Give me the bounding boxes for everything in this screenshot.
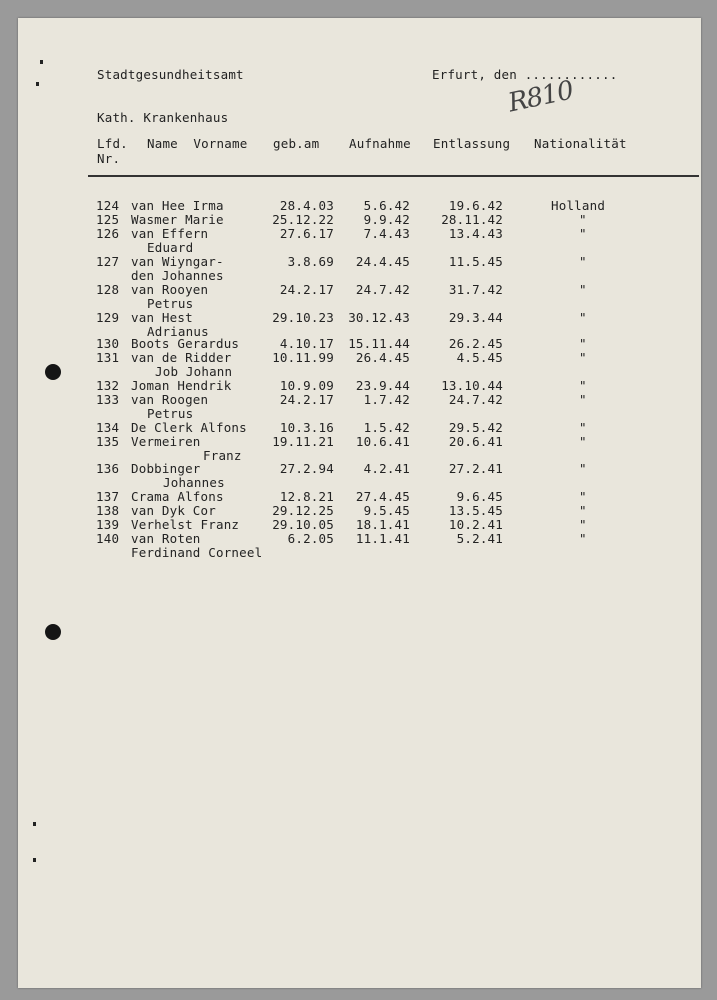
col-header-aufnahme: Aufnahme bbox=[349, 136, 411, 151]
row-nationality: " bbox=[579, 434, 587, 449]
row-name: Joman Hendrik bbox=[131, 378, 232, 393]
row-name: van Hest bbox=[131, 310, 193, 325]
row-birth-date: 29.10.23 bbox=[272, 310, 334, 325]
row-birth-date: 29.12.25 bbox=[272, 503, 334, 518]
row-name-continued: Adrianus bbox=[147, 324, 209, 339]
row-birth-date: 27.2.94 bbox=[279, 461, 334, 476]
row-name: van Rooyen bbox=[131, 282, 209, 297]
row-nationality: " bbox=[579, 254, 587, 269]
row-name: van Wiyngar- bbox=[131, 254, 224, 269]
row-number: 134 bbox=[96, 420, 120, 435]
row-birth-date: 3.8.69 bbox=[287, 254, 334, 269]
row-discharge-date: 11.5.45 bbox=[448, 254, 503, 269]
row-admission-date: 15.11.44 bbox=[348, 336, 410, 351]
margin-mark bbox=[33, 822, 36, 826]
row-name: van Roten bbox=[131, 531, 201, 546]
row-discharge-date: 13.10.44 bbox=[441, 378, 503, 393]
row-discharge-date: 26.2.45 bbox=[448, 336, 503, 351]
row-discharge-date: 27.2.41 bbox=[448, 461, 503, 476]
row-discharge-date: 19.6.42 bbox=[448, 198, 503, 213]
row-birth-date: 10.3.16 bbox=[279, 420, 334, 435]
hospital-name: Kath. Krankenhaus bbox=[97, 110, 229, 125]
row-birth-date: 27.6.17 bbox=[279, 226, 334, 241]
row-number: 127 bbox=[96, 254, 120, 269]
row-birth-date: 28.4.03 bbox=[279, 198, 334, 213]
row-number: 124 bbox=[96, 198, 120, 213]
row-discharge-date: 24.7.42 bbox=[448, 392, 503, 407]
col-header-nationalitaet: Nationalität bbox=[534, 136, 627, 151]
row-number: 126 bbox=[96, 226, 120, 241]
row-nationality: " bbox=[579, 517, 587, 532]
row-admission-date: 24.4.45 bbox=[355, 254, 410, 269]
place-date-line: Erfurt, den ............ bbox=[432, 67, 618, 82]
row-nationality: " bbox=[579, 350, 587, 365]
row-number: 125 bbox=[96, 212, 120, 227]
row-number: 136 bbox=[96, 461, 120, 476]
handwritten-annotation: R810 bbox=[505, 75, 576, 119]
row-discharge-date: 5.2.41 bbox=[456, 531, 503, 546]
row-discharge-date: 10.2.41 bbox=[448, 517, 503, 532]
row-number: 138 bbox=[96, 503, 120, 518]
row-name-continued: Eduard bbox=[147, 240, 194, 255]
col-header-geb: geb.am bbox=[273, 136, 320, 151]
row-name: Wasmer Marie bbox=[131, 212, 224, 227]
row-birth-date: 24.2.17 bbox=[279, 392, 334, 407]
row-admission-date: 30.12.43 bbox=[348, 310, 410, 325]
row-nationality: " bbox=[579, 531, 587, 546]
row-name-continued: den Johannes bbox=[131, 268, 224, 283]
row-number: 140 bbox=[96, 531, 120, 546]
row-birth-date: 4.10.17 bbox=[279, 336, 334, 351]
row-name-continued: Petrus bbox=[147, 406, 194, 421]
row-admission-date: 5.6.42 bbox=[363, 198, 410, 213]
row-admission-date: 7.4.43 bbox=[363, 226, 410, 241]
row-number: 133 bbox=[96, 392, 120, 407]
row-admission-date: 26.4.45 bbox=[355, 350, 410, 365]
col-header-name: Name Vorname bbox=[147, 136, 248, 151]
margin-mark bbox=[40, 60, 43, 64]
row-number: 131 bbox=[96, 350, 120, 365]
row-number: 132 bbox=[96, 378, 120, 393]
row-nationality: " bbox=[579, 378, 587, 393]
row-birth-date: 29.10.05 bbox=[272, 517, 334, 532]
row-nationality: " bbox=[579, 336, 587, 351]
row-birth-date: 12.8.21 bbox=[279, 489, 334, 504]
row-discharge-date: 28.11.42 bbox=[441, 212, 503, 227]
row-discharge-date: 29.5.42 bbox=[448, 420, 503, 435]
office-name: Stadtgesundheitsamt bbox=[97, 67, 244, 82]
row-name: Crama Alfons bbox=[131, 489, 224, 504]
row-admission-date: 4.2.41 bbox=[363, 461, 410, 476]
row-name: Vermeiren bbox=[131, 434, 201, 449]
row-admission-date: 18.1.41 bbox=[355, 517, 410, 532]
row-discharge-date: 13.4.43 bbox=[448, 226, 503, 241]
row-admission-date: 27.4.45 bbox=[355, 489, 410, 504]
punch-hole bbox=[45, 624, 61, 640]
row-nationality: " bbox=[579, 226, 587, 241]
row-admission-date: 1.7.42 bbox=[363, 392, 410, 407]
row-birth-date: 19.11.21 bbox=[272, 434, 334, 449]
row-name-continued: Ferdinand Corneel bbox=[131, 545, 263, 560]
row-name-continued: Job Johann bbox=[155, 364, 233, 379]
row-number: 135 bbox=[96, 434, 120, 449]
row-discharge-date: 13.5.45 bbox=[448, 503, 503, 518]
row-nationality: " bbox=[579, 420, 587, 435]
row-discharge-date: 20.6.41 bbox=[448, 434, 503, 449]
row-number: 139 bbox=[96, 517, 120, 532]
row-name-continued: Johannes bbox=[163, 475, 225, 490]
row-discharge-date: 29.3.44 bbox=[448, 310, 503, 325]
row-birth-date: 10.9.09 bbox=[279, 378, 334, 393]
row-admission-date: 24.7.42 bbox=[355, 282, 410, 297]
row-number: 137 bbox=[96, 489, 120, 504]
row-nationality: " bbox=[579, 310, 587, 325]
row-name-continued: Franz bbox=[203, 448, 242, 463]
row-admission-date: 11.1.41 bbox=[355, 531, 410, 546]
row-nationality: " bbox=[579, 489, 587, 504]
row-discharge-date: 4.5.45 bbox=[456, 350, 503, 365]
row-admission-date: 9.5.45 bbox=[363, 503, 410, 518]
col-header-nr: Nr. bbox=[97, 151, 121, 166]
row-name: Dobbinger bbox=[131, 461, 201, 476]
row-birth-date: 25.12.22 bbox=[272, 212, 334, 227]
row-admission-date: 23.9.44 bbox=[355, 378, 410, 393]
row-name: van Roogen bbox=[131, 392, 209, 407]
row-birth-date: 6.2.05 bbox=[287, 531, 334, 546]
row-nationality: " bbox=[579, 212, 587, 227]
row-birth-date: 10.11.99 bbox=[272, 350, 334, 365]
row-discharge-date: 9.6.45 bbox=[456, 489, 503, 504]
row-nationality: " bbox=[579, 282, 587, 297]
row-admission-date: 10.6.41 bbox=[355, 434, 410, 449]
row-nationality: " bbox=[579, 461, 587, 476]
row-discharge-date: 31.7.42 bbox=[448, 282, 503, 297]
row-admission-date: 9.9.42 bbox=[363, 212, 410, 227]
col-header-entlassung: Entlassung bbox=[433, 136, 511, 151]
row-nationality: Holland bbox=[551, 198, 606, 213]
row-name: De Clerk Alfons bbox=[131, 420, 247, 435]
row-birth-date: 24.2.17 bbox=[279, 282, 334, 297]
row-nationality: " bbox=[579, 392, 587, 407]
punch-hole bbox=[45, 364, 61, 380]
col-header-lfd: Lfd. bbox=[97, 136, 128, 151]
row-name: van Hee Irma bbox=[131, 198, 224, 213]
margin-mark bbox=[33, 858, 36, 862]
row-admission-date: 1.5.42 bbox=[363, 420, 410, 435]
row-number: 128 bbox=[96, 282, 120, 297]
row-name: Verhelst Franz bbox=[131, 517, 240, 532]
row-name: van Dyk Cor bbox=[131, 503, 216, 518]
row-number: 129 bbox=[96, 310, 120, 325]
row-name-continued: Petrus bbox=[147, 296, 194, 311]
row-name: Boots Gerardus bbox=[131, 336, 240, 351]
row-number: 130 bbox=[96, 336, 120, 351]
row-nationality: " bbox=[579, 503, 587, 518]
margin-mark bbox=[36, 82, 39, 86]
row-name: van Effern bbox=[131, 226, 209, 241]
header-rule bbox=[88, 175, 699, 177]
row-name: van de Ridder bbox=[131, 350, 232, 365]
